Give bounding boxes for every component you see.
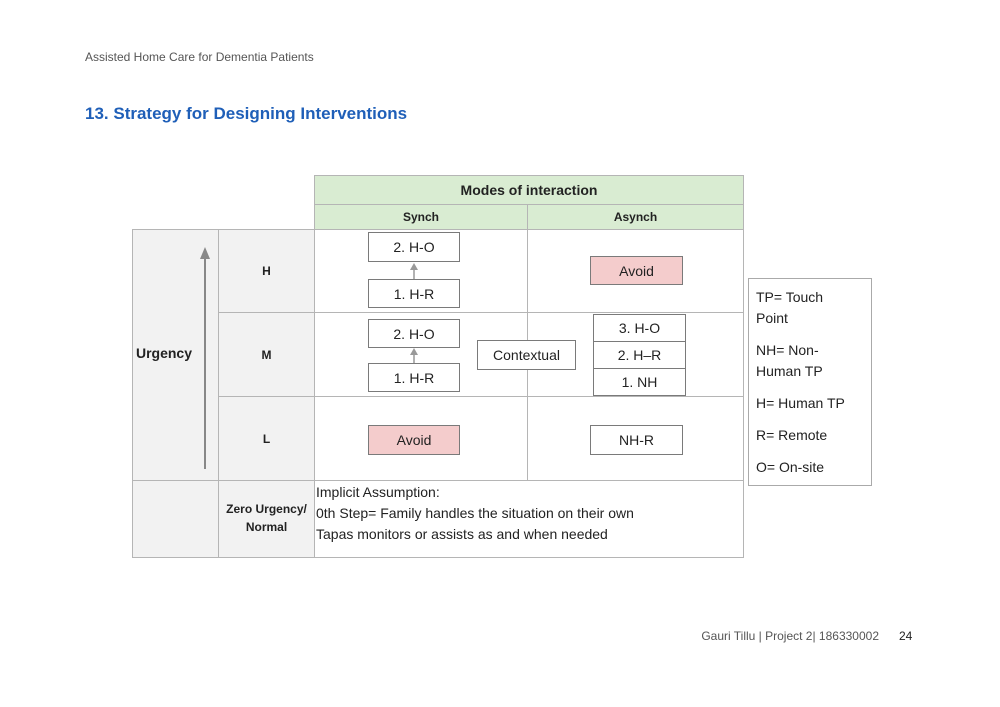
synch-header: Synch [314, 204, 528, 230]
h-asynch-avoid-box: Avoid [590, 256, 683, 285]
m-synch-top-box: 2. H-O [368, 319, 460, 348]
l-synch-avoid-box: Avoid [368, 425, 460, 455]
legend-tp-line-2: Point [756, 310, 788, 326]
legend-o: O= On-site [756, 459, 825, 475]
l-asynch-box: NH-R [590, 425, 683, 455]
legend-tp-line-1: TP= Touch [756, 289, 824, 305]
running-header: Assisted Home Care for Dementia Patients [85, 50, 314, 64]
modes-header: Modes of interaction [314, 175, 744, 205]
level-m-label: M [261, 347, 272, 362]
legend-r: R= Remote [756, 427, 828, 443]
level-h-label: H [262, 264, 271, 278]
m-asynch-box-1: 3. H-O [593, 314, 686, 342]
asynch-header: Asynch [527, 204, 744, 230]
assumption-line-2: 0th Step= Family handles the situation on their own [316, 505, 634, 521]
legend-nh [756, 340, 865, 382]
legend-nh-line-2: Human TP [756, 363, 823, 379]
m-asynch-box-2: 2. H–R [593, 341, 686, 369]
level-l-label: L [262, 431, 271, 446]
legend-nh-line-1: NH= Non- [756, 342, 819, 358]
legend-tp [756, 287, 865, 329]
page-number: 24 [899, 629, 913, 643]
section-title: 13. Strategy for Designing Interventions [85, 104, 408, 123]
zero-urgency-label-2: Normal [245, 519, 288, 534]
urgency-label: Urgency [135, 345, 193, 361]
implicit-assumption [316, 482, 634, 545]
footer-author: Gauri Tillu | Project 2| 186330002 [701, 629, 879, 643]
contextual-box: Contextual [477, 340, 576, 370]
urgency-arrow-icon [198, 245, 212, 471]
legend-box [748, 278, 872, 486]
h-synch-top-box: 2. H-O [368, 232, 460, 262]
assumption-line-1: Implicit Assumption: [316, 484, 440, 500]
up-arrow-icon [408, 262, 420, 280]
assumption-line-3: Tapas monitors or assists as and when needed [316, 526, 608, 542]
m-asynch-box-3: 1. NH [593, 368, 686, 396]
up-arrow-icon [408, 347, 420, 364]
h-synch-bottom-box: 1. H-R [368, 279, 460, 308]
legend-h: H= Human TP [756, 395, 845, 411]
m-synch-bottom-box: 1. H-R [368, 363, 460, 392]
zero-urgency-label-1: Zero Urgency/ [226, 501, 307, 516]
zero-urgency-left-cell [132, 480, 219, 558]
